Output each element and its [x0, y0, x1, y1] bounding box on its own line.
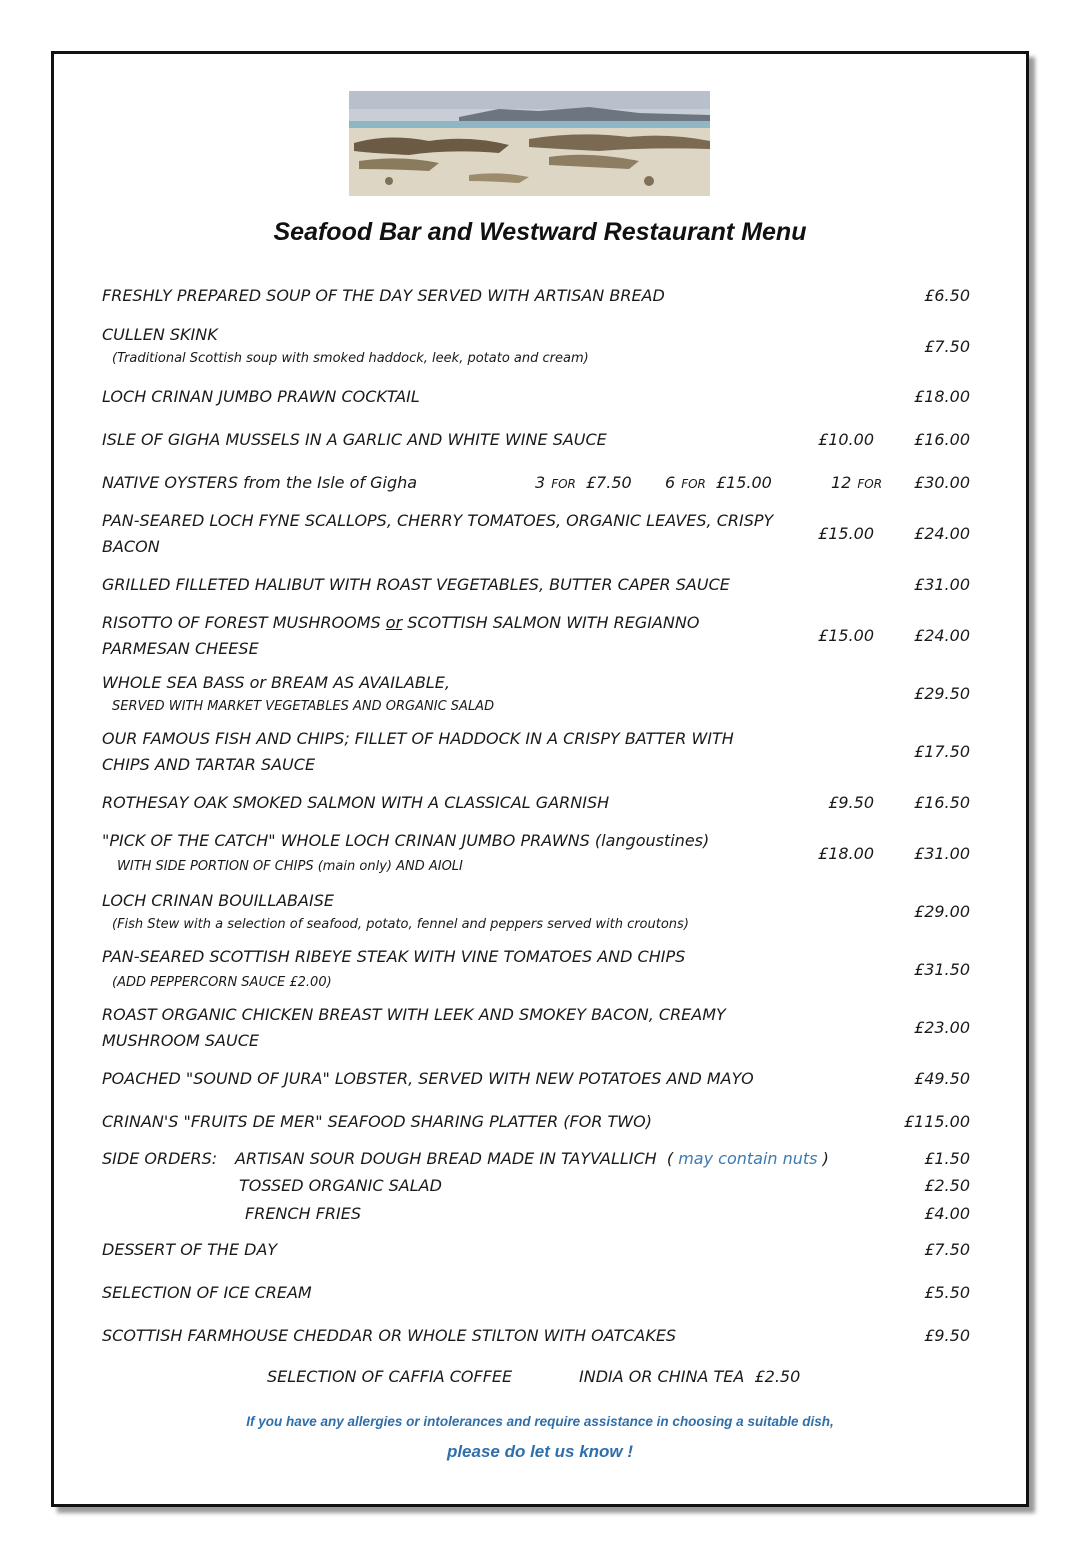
menu-item-name: LOCH CRINAN BOUILLABAISE: [102, 891, 334, 910]
menu-item-name: OUR FAMOUS FISH AND CHIPS; FILLET OF HADDOCK IN A CRISPY BATTER WITH: [102, 729, 734, 748]
dessert-price: £7.50: [924, 1240, 970, 1259]
menu-item-name: POACHED "SOUND OF JURA" LOBSTER, SERVED WITH NEW POTATOES AND MAYO: [102, 1069, 754, 1088]
menu-item-name: ISLE OF GIGHA MUSSELS IN A GARLIC AND WHITE WINE SAUCE: [102, 430, 607, 449]
menu-item-name: CRINAN'S "FRUITS DE MER" SEAFOOD SHARING PLATTER (FOR TWO): [102, 1112, 652, 1131]
menu-item-name: NATIVE OYSTERS from the Isle of Gigha: [102, 473, 418, 492]
menu-item-price: £23.00: [914, 1018, 970, 1037]
allergy-notice: If you have any allergies or intolerances and require assistance in choosing a suitable dish,: [246, 1414, 834, 1429]
menu-item-description: (ADD PEPPERCORN SAUCE £2.00): [112, 975, 332, 990]
side-item-salad: TOSSED ORGANIC SALAD: [239, 1176, 442, 1195]
menu-item-price: £31.50: [914, 960, 970, 979]
menu-item-price: £7.50: [924, 337, 970, 356]
menu-item-price: £18.00: [914, 387, 970, 406]
menu-item-price-small: £15.00: [818, 626, 874, 645]
oyster-option-6: 6 FOR £15.00: [665, 473, 772, 492]
menu-item-description: (Fish Stew with a selection of seafood, potato, fennel and peppers served with croutons): [112, 917, 689, 932]
coffee-line: SELECTION OF CAFFIA COFFEE: [267, 1367, 513, 1386]
menu-item-price-small: £9.50: [828, 793, 874, 812]
nuts-warning: may contain nuts: [678, 1149, 818, 1168]
beach-painting: [349, 91, 710, 196]
menu-item-price: £31.00: [914, 844, 970, 863]
menu-item-price-small: £18.00: [818, 844, 874, 863]
oyster-option-3: 3 FOR £7.50: [535, 473, 632, 492]
dessert-name: DESSERT OF THE DAY: [102, 1240, 278, 1259]
menu-item-price: £16.00: [914, 430, 970, 449]
dessert-price: £5.50: [924, 1283, 970, 1302]
menu-item-name: PAN-SEARED SCOTTISH RIBEYE STEAK WITH VINE TOMATOES AND CHIPS: [102, 947, 686, 966]
menu-item-name: WHOLE SEA BASS or BREAM AS AVAILABLE,: [102, 673, 450, 692]
dessert-name: SELECTION OF ICE CREAM: [102, 1283, 312, 1302]
menu-item-price: £6.50: [924, 286, 970, 305]
menu-item-name: ROAST ORGANIC CHICKEN BREAST WITH LEEK AND SMOKEY BACON, CREAMY: [102, 1005, 726, 1024]
tea-line: INDIA OR CHINA TEA £2.50: [579, 1367, 801, 1386]
menu-item-price: £17.50: [914, 742, 970, 761]
menu-item-price: £24.00: [914, 524, 970, 543]
menu-item-price-small: £15.00: [818, 524, 874, 543]
menu-item-name-cont: MUSHROOM SAUCE: [102, 1031, 259, 1050]
side-price: £2.50: [924, 1176, 970, 1195]
menu-item-name: CULLEN SKINK: [102, 325, 218, 344]
menu-item-price: £31.00: [914, 575, 970, 594]
menu-frame: [51, 51, 1029, 1507]
menu-item-name-cont: PARMESAN CHEESE: [102, 639, 259, 658]
menu-item-name: FRESHLY PREPARED SOUP OF THE DAY SERVED WITH ARTISAN BREAD: [102, 286, 665, 305]
side-price: £1.50: [924, 1149, 970, 1168]
menu-title: Seafood Bar and Westward Restaurant Menu: [273, 218, 807, 246]
menu-item-description: WITH SIDE PORTION OF CHIPS (main only) AND AIOLI: [117, 859, 463, 874]
oyster-option-12: 12 FOR: [831, 473, 883, 492]
menu-item-name: PAN-SEARED LOCH FYNE SCALLOPS, CHERRY TOMATOES, ORGANIC LEAVES, CRISPY: [102, 511, 774, 530]
menu-item-price: £16.50: [914, 793, 970, 812]
menu-item-price-small: £10.00: [818, 430, 874, 449]
menu-item-price: £30.00: [914, 473, 970, 492]
menu-item-name: ROTHESAY OAK SMOKED SALMON WITH A CLASSICAL GARNISH: [102, 793, 610, 812]
menu-item-price: £49.50: [914, 1069, 970, 1088]
menu-item-name: LOCH CRINAN JUMBO PRAWN COCKTAIL: [102, 387, 420, 406]
dessert-price: £9.50: [924, 1326, 970, 1345]
dessert-name: SCOTTISH FARMHOUSE CHEDDAR OR WHOLE STILTON WITH OATCAKES: [102, 1326, 677, 1345]
side-item-bread: ARTISAN SOUR DOUGH BREAD MADE IN TAYVALLICH ( may contain nuts ): [235, 1149, 829, 1168]
side-price: £4.00: [924, 1204, 970, 1223]
menu-item-name: GRILLED FILLETED HALIBUT WITH ROAST VEGETABLES, BUTTER CAPER SAUCE: [102, 575, 730, 594]
menu-item-name-cont: BACON: [102, 537, 160, 556]
menu-item-description: SERVED WITH MARKET VEGETABLES AND ORGANIC SALAD: [112, 699, 495, 714]
menu-item-name: RISOTTO OF FOREST MUSHROOMS or SCOTTISH SALMON WITH REGIANNO: [102, 613, 700, 632]
allergy-notice-cta: please do let us know !: [446, 1442, 634, 1461]
menu-item-price: £29.00: [914, 902, 970, 921]
menu-item-price: £115.00: [903, 1112, 970, 1131]
menu-item-price: £24.00: [914, 626, 970, 645]
side-item-fries: FRENCH FRIES: [245, 1204, 361, 1223]
side-orders-label: SIDE ORDERS:: [102, 1149, 218, 1168]
menu-item-name-cont: CHIPS AND TARTAR SAUCE: [102, 755, 316, 774]
menu-item-price: £29.50: [914, 684, 970, 703]
menu-item-name: "PICK OF THE CATCH" WHOLE LOCH CRINAN JUMBO PRAWNS (langoustines): [102, 831, 710, 850]
menu-item-description: (Traditional Scottish soup with smoked haddock, leek, potato and cream): [112, 351, 589, 366]
